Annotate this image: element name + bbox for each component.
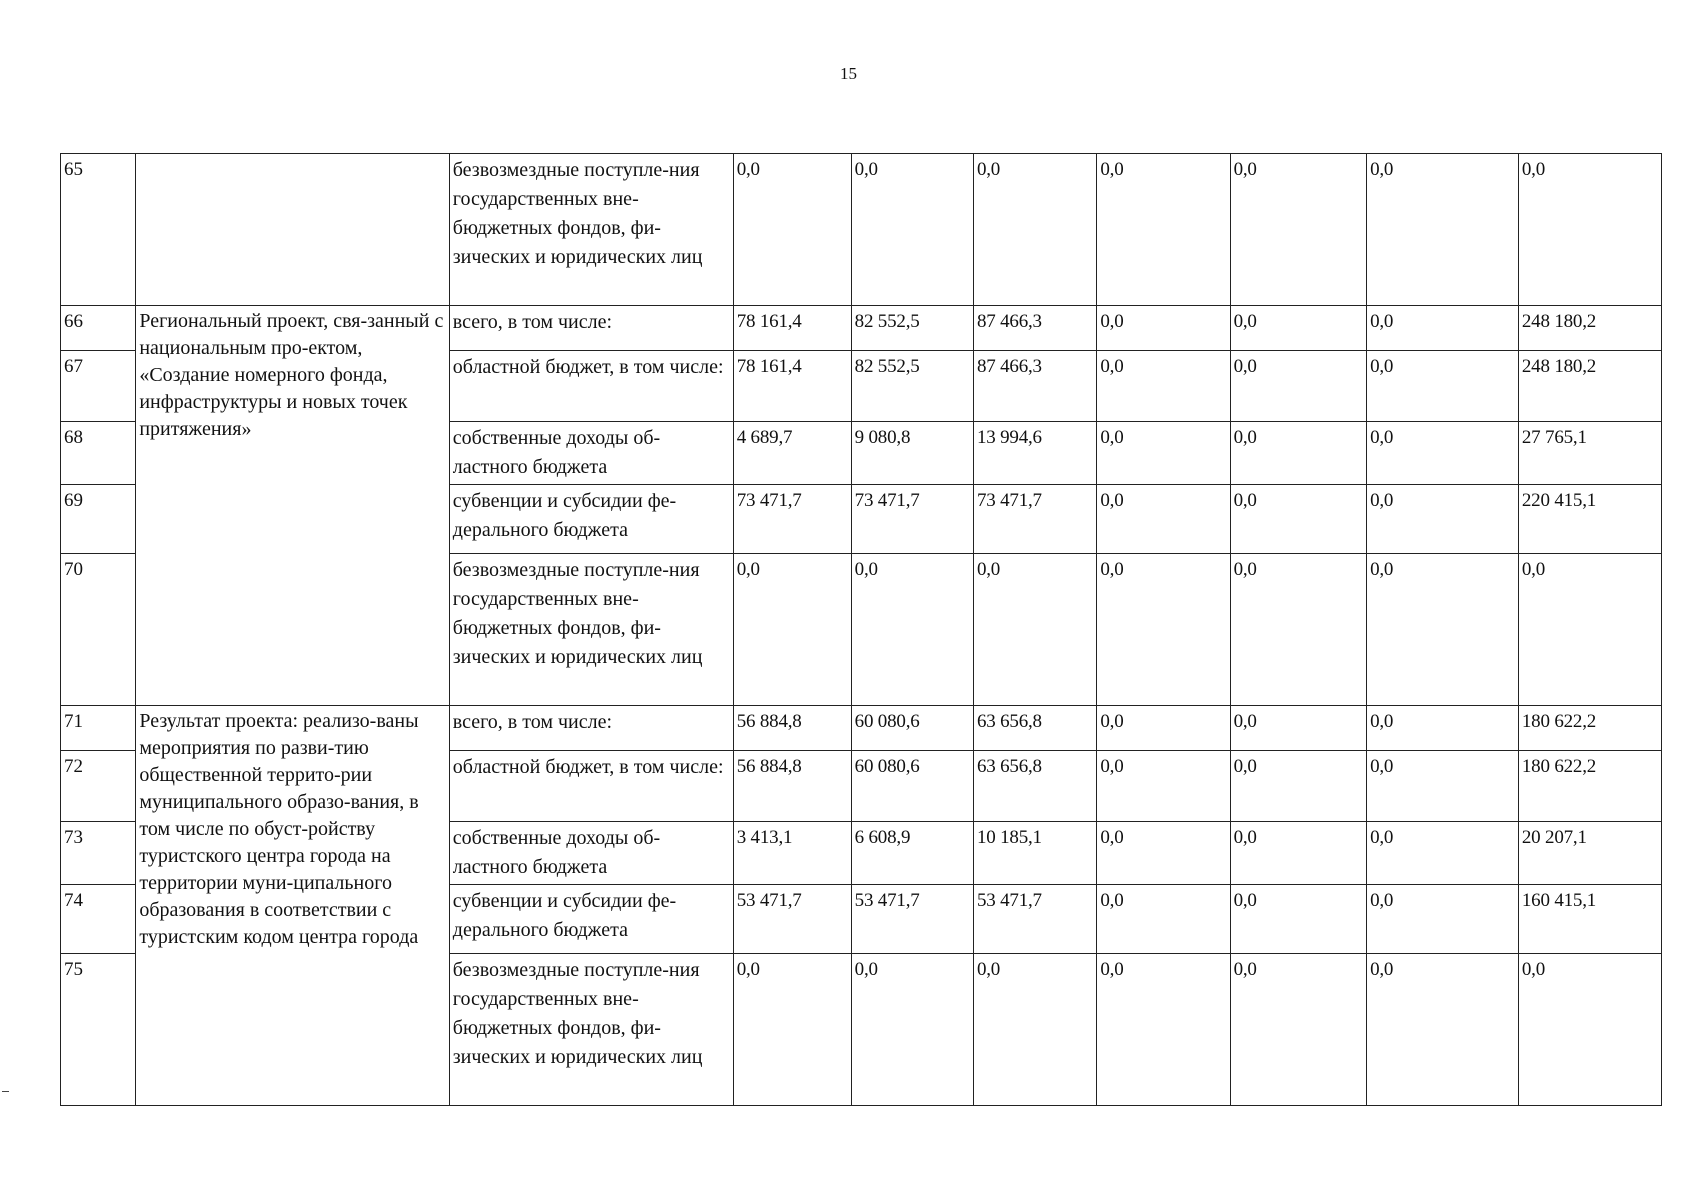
row-number: 74: [61, 885, 136, 954]
value-cell: 63 656,8: [973, 751, 1096, 822]
row-number: 73: [61, 822, 136, 885]
value-cell: 87 466,3: [973, 351, 1096, 422]
value-cell: 4 689,7: [733, 422, 851, 485]
value-cell: 180 622,2: [1518, 751, 1661, 822]
value-cell: 0,0: [1518, 154, 1661, 306]
value-cell: 0,0: [1518, 554, 1661, 706]
funding-source: всего, в том числе:: [449, 706, 733, 751]
budget-table: [60, 153, 1662, 1106]
project-name: Региональный проект, свя-занный с национальным про-ектом, «Создание номерного фонда, инфраструктуры и новых точек притяжения»: [136, 306, 449, 706]
value-cell: 82 552,5: [851, 306, 973, 351]
value-cell: 0,0: [1097, 422, 1230, 485]
project-result: Результат проекта: реализо-ваны мероприятия по разви-тию общественной террито-рии муниципального образо-вания, в том числе по обуст-ройству туристского центра города на территории муни-ципального образования в соответствии с туристским кодом центра города: [136, 706, 449, 1106]
value-cell: 0,0: [1367, 706, 1519, 751]
value-cell: 9 080,8: [851, 422, 973, 485]
funding-source: безвозмездные поступле-ния государственных вне-бюджетных фондов, фи-зических и юридических лиц: [449, 554, 733, 706]
value-cell: 0,0: [1097, 706, 1230, 751]
value-cell: 0,0: [1367, 751, 1519, 822]
value-cell: 160 415,1: [1518, 885, 1661, 954]
value-cell: 53 471,7: [973, 885, 1096, 954]
row-number: 70: [61, 554, 136, 706]
value-cell: 248 180,2: [1518, 351, 1661, 422]
value-cell: 0,0: [1230, 422, 1367, 485]
value-cell: 78 161,4: [733, 306, 851, 351]
value-cell: 0,0: [1097, 822, 1230, 885]
value-cell: 56 884,8: [733, 751, 851, 822]
funding-source: безвозмездные поступле-ния государственных вне-бюджетных фондов, фи-зических и юридических лиц: [449, 154, 733, 306]
value-cell: 0,0: [1367, 422, 1519, 485]
margin-mark: [2, 1091, 9, 1092]
page-number: 15: [840, 64, 857, 83]
value-cell: 0,0: [1230, 954, 1367, 1106]
table-row: [61, 154, 1662, 306]
row-number: 68: [61, 422, 136, 485]
value-cell: 0,0: [733, 954, 851, 1106]
value-cell: 60 080,6: [851, 751, 973, 822]
value-cell: 73 471,7: [973, 485, 1096, 554]
value-cell: 0,0: [1097, 154, 1230, 306]
value-cell: 0,0: [1097, 351, 1230, 422]
value-cell: 0,0: [1230, 706, 1367, 751]
row-number: 67: [61, 351, 136, 422]
value-cell: 0,0: [1367, 554, 1519, 706]
value-cell: 73 471,7: [851, 485, 973, 554]
funding-source: всего, в том числе:: [449, 306, 733, 351]
table-row: [61, 306, 1662, 351]
funding-source: безвозмездные поступле-ния государственных вне-бюджетных фондов, фи-зических и юридических лиц: [449, 954, 733, 1106]
value-cell: 53 471,7: [851, 885, 973, 954]
value-cell: 0,0: [1367, 154, 1519, 306]
value-cell: 0,0: [1097, 485, 1230, 554]
value-cell: 248 180,2: [1518, 306, 1661, 351]
value-cell: 0,0: [1230, 554, 1367, 706]
value-cell: 0,0: [1230, 822, 1367, 885]
value-cell: 3 413,1: [733, 822, 851, 885]
value-cell: 13 994,6: [973, 422, 1096, 485]
value-cell: 0,0: [851, 154, 973, 306]
value-cell: 6 608,9: [851, 822, 973, 885]
value-cell: 73 471,7: [733, 485, 851, 554]
value-cell: 0,0: [1230, 485, 1367, 554]
value-cell: 63 656,8: [973, 706, 1096, 751]
value-cell: 0,0: [1367, 822, 1519, 885]
funding-source: субвенции и субсидии фе-дерального бюджета: [449, 885, 733, 954]
funding-source: собственные доходы об-ластного бюджета: [449, 822, 733, 885]
row-number: 69: [61, 485, 136, 554]
value-cell: 0,0: [1097, 954, 1230, 1106]
value-cell: 0,0: [851, 954, 973, 1106]
value-cell: 0,0: [973, 554, 1096, 706]
value-cell: 53 471,7: [733, 885, 851, 954]
value-cell: 10 185,1: [973, 822, 1096, 885]
value-cell: 0,0: [1230, 885, 1367, 954]
value-cell: 78 161,4: [733, 351, 851, 422]
value-cell: 20 207,1: [1518, 822, 1661, 885]
value-cell: 0,0: [973, 154, 1096, 306]
row-number: 66: [61, 306, 136, 351]
funding-source: областной бюджет, в том числе:: [449, 751, 733, 822]
value-cell: 0,0: [1097, 751, 1230, 822]
value-cell: 0,0: [1230, 306, 1367, 351]
project-name: [136, 154, 449, 306]
value-cell: 0,0: [973, 954, 1096, 1106]
value-cell: 0,0: [1097, 554, 1230, 706]
row-number: 75: [61, 954, 136, 1106]
value-cell: 180 622,2: [1518, 706, 1661, 751]
value-cell: 27 765,1: [1518, 422, 1661, 485]
value-cell: 0,0: [1367, 306, 1519, 351]
value-cell: 0,0: [1097, 306, 1230, 351]
funding-source: областной бюджет, в том числе:: [449, 351, 733, 422]
value-cell: 56 884,8: [733, 706, 851, 751]
value-cell: 0,0: [1367, 485, 1519, 554]
value-cell: 60 080,6: [851, 706, 973, 751]
row-number: 72: [61, 751, 136, 822]
value-cell: 0,0: [1367, 954, 1519, 1106]
value-cell: 0,0: [1097, 885, 1230, 954]
row-number: 65: [61, 154, 136, 306]
value-cell: 82 552,5: [851, 351, 973, 422]
row-number: 71: [61, 706, 136, 751]
value-cell: 0,0: [1367, 885, 1519, 954]
value-cell: 0,0: [1230, 751, 1367, 822]
value-cell: 0,0: [1367, 351, 1519, 422]
value-cell: 0,0: [733, 554, 851, 706]
value-cell: 0,0: [1230, 351, 1367, 422]
table-row: [61, 706, 1662, 751]
budget-table-body: [61, 154, 1662, 1106]
value-cell: 0,0: [851, 554, 973, 706]
funding-source: субвенции и субсидии фе-дерального бюджета: [449, 485, 733, 554]
value-cell: 87 466,3: [973, 306, 1096, 351]
value-cell: 220 415,1: [1518, 485, 1661, 554]
value-cell: 0,0: [1230, 154, 1367, 306]
funding-source: собственные доходы об-ластного бюджета: [449, 422, 733, 485]
value-cell: 0,0: [1518, 954, 1661, 1106]
value-cell: 0,0: [733, 154, 851, 306]
